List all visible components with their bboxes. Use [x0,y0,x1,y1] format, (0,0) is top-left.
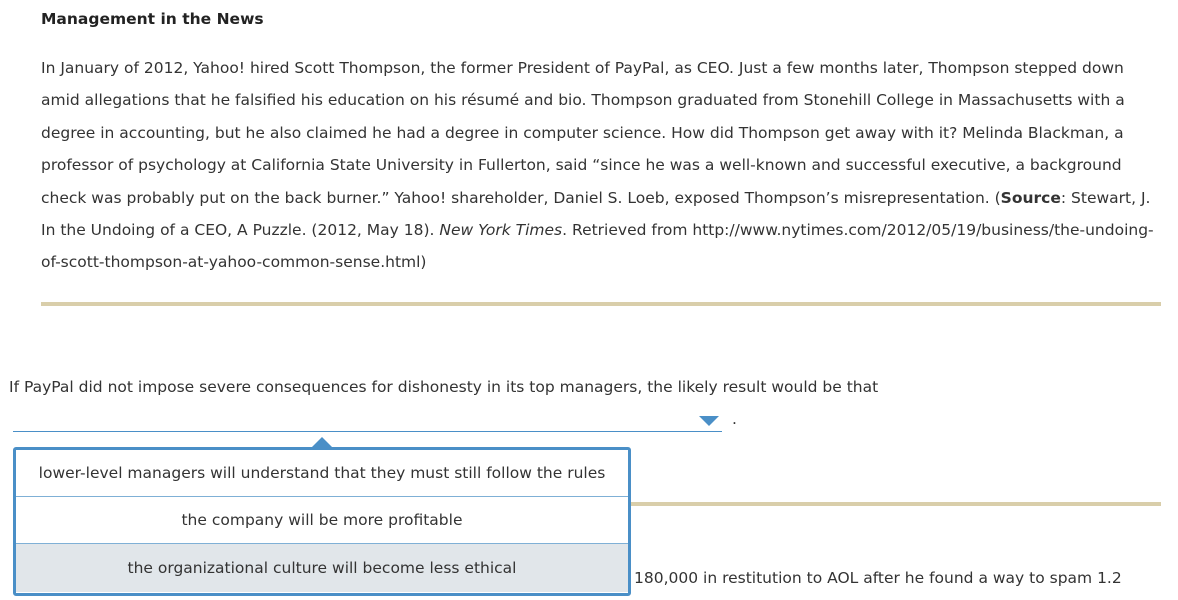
answer-dropdown[interactable] [13,412,722,432]
dropdown-option-highlighted[interactable]: the organizational culture will become less ethical [16,544,628,592]
chevron-down-icon[interactable] [699,416,719,426]
source-label: Source [1000,188,1061,207]
case-body [41,52,1166,279]
dropdown-option[interactable]: the company will be more profitable [16,497,628,544]
citation-url-text: . Retrieved from http://www.nytimes.com/2012/05/19/business/the-undoing-of-scott-thompson-at-yahoo-common-sense.html) [41,221,1154,272]
case-title: Management in the News [41,10,264,28]
publication-name: New York Times [439,221,563,240]
next-case-text: 180,000 in restitution to AOL after he found a way to spam 1.2 [634,569,1122,587]
dropdown-menu [13,447,631,596]
section-divider [41,302,1161,306]
question-end-punctuation: . [732,410,737,428]
case-body-text: In January of 2012, Yahoo! hired Scott Thompson, the former President of PayPal, as CEO. Just a few months later, Thompson stepped down amid allegations that he falsified his education on his résumé and bio. Thompson graduated from Stonehill College in Massachusetts with a degree in accounting, but he also claimed he had a degree in computer science. How did Thompson get away with it? Melinda Blackman, a professor of psychology at California State University in Fullerton, said “since he was a well-known and successful executive, a background check was probably put on the back burner.” Yahoo! shareholder, Daniel S. Loeb, exposed Thompson’s misrepresentation. ( [41,59,1125,207]
question-prompt: If PayPal did not impose severe consequences for dishonesty in its top managers, the likely result would be that [9,378,879,396]
dropdown-option[interactable]: lower-level managers will understand that they must still follow the rules [16,450,628,497]
citation-text: : Stewart, J. In the Undoing of a CEO, A Puzzle. (2012, May 18). [41,188,1151,240]
dropdown-pointer-icon [312,437,332,447]
